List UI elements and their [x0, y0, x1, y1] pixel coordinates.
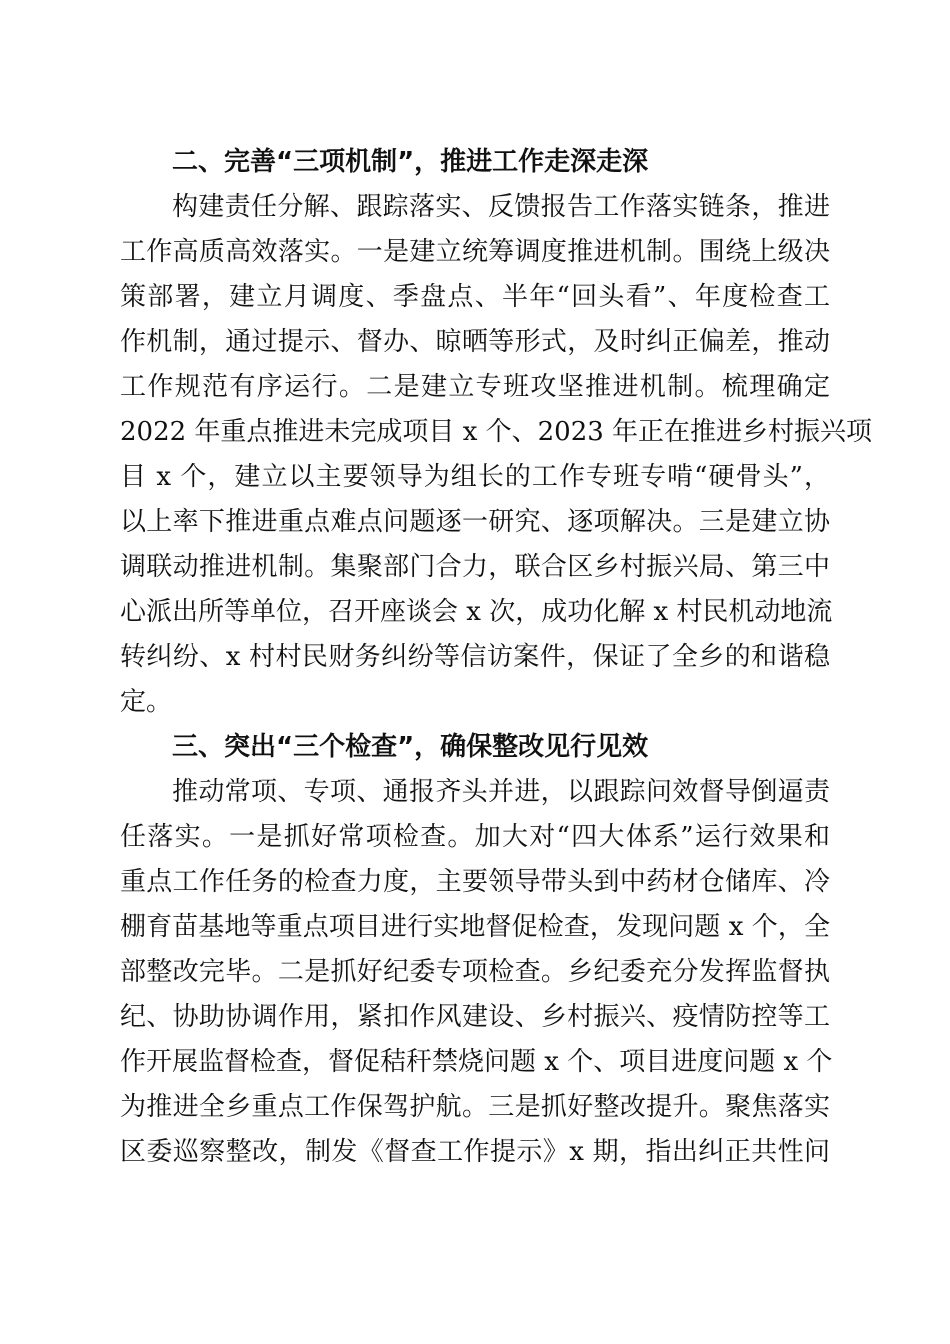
paragraph-line: 调联动推进机制。集聚部门合力，联合区乡村振兴局、第三中: [120, 552, 830, 582]
paragraph-line: 作机制，通过提示、督办、晾晒等形式，及时纠正偏差，推动: [120, 327, 830, 357]
paragraph-line: 重点工作任务的检查力度，主要领导带头到中药材仓储库、冷: [120, 867, 830, 897]
paragraph-line: 2022 年重点推进未完成项目 x 个、2023 年正在推进乡村振兴项: [120, 417, 873, 447]
paragraph-line: 构建责任分解、跟踪落实、反馈报告工作落实链条，推进: [172, 192, 830, 222]
paragraph-line: 纪、协助协调作用，紧扣作风建设、乡村振兴、疫情防控等工: [120, 1002, 830, 1032]
paragraph-line: 目 x 个，建立以主要领导为组长的工作专班专啃“硬骨头”，: [120, 462, 830, 492]
paragraph-line: 推动常项、专项、通报齐头并进，以跟踪问效督导倒逼责: [172, 777, 830, 807]
paragraph-line: 工作规范有序运行。二是建立专班攻坚推进机制。梳理确定: [120, 372, 830, 402]
paragraph-line: 工作高质高效落实。一是建立统筹调度推进机制。围绕上级决: [120, 237, 830, 267]
paragraph-line: 任落实。一是抓好常项检查。加大对“四大体系”运行效果和: [120, 822, 830, 852]
paragraph-line: 为推进全乡重点工作保驾护航。三是抓好整改提升。聚焦落实: [120, 1092, 830, 1122]
paragraph-line: 区委巡察整改，制发《督查工作提示》x 期，指出纠正共性问: [120, 1137, 830, 1167]
paragraph-line: 定。: [120, 687, 173, 717]
paragraph-line: 以上率下推进重点难点问题逐一研究、逐项解决。三是建立协: [120, 507, 830, 537]
paragraph-line: 转纠纷、x 村村民财务纠纷等信访案件，保证了全乡的和谐稳: [120, 642, 830, 672]
paragraph-line: 心派出所等单位，召开座谈会 x 次，成功化解 x 村民机动地流: [120, 597, 833, 627]
paragraph-line: 棚育苗基地等重点项目进行实地督促检查，发现问题 x 个，全: [120, 912, 830, 942]
section-heading-2: 二、完善“三项机制”，推进工作走深走深: [172, 147, 649, 177]
paragraph-line: 策部署，建立月调度、季盘点、半年“回头看”、年度检查工: [120, 282, 830, 312]
paragraph-line: 作开展监督检查，督促秸秆禁烧问题 x 个、项目进度问题 x 个: [120, 1047, 833, 1077]
section-heading-3: 三、突出“三个检查”，确保整改见行见效: [172, 732, 649, 762]
paragraph-line: 部整改完毕。二是抓好纪委专项检查。乡纪委充分发挥监督执: [120, 957, 830, 987]
